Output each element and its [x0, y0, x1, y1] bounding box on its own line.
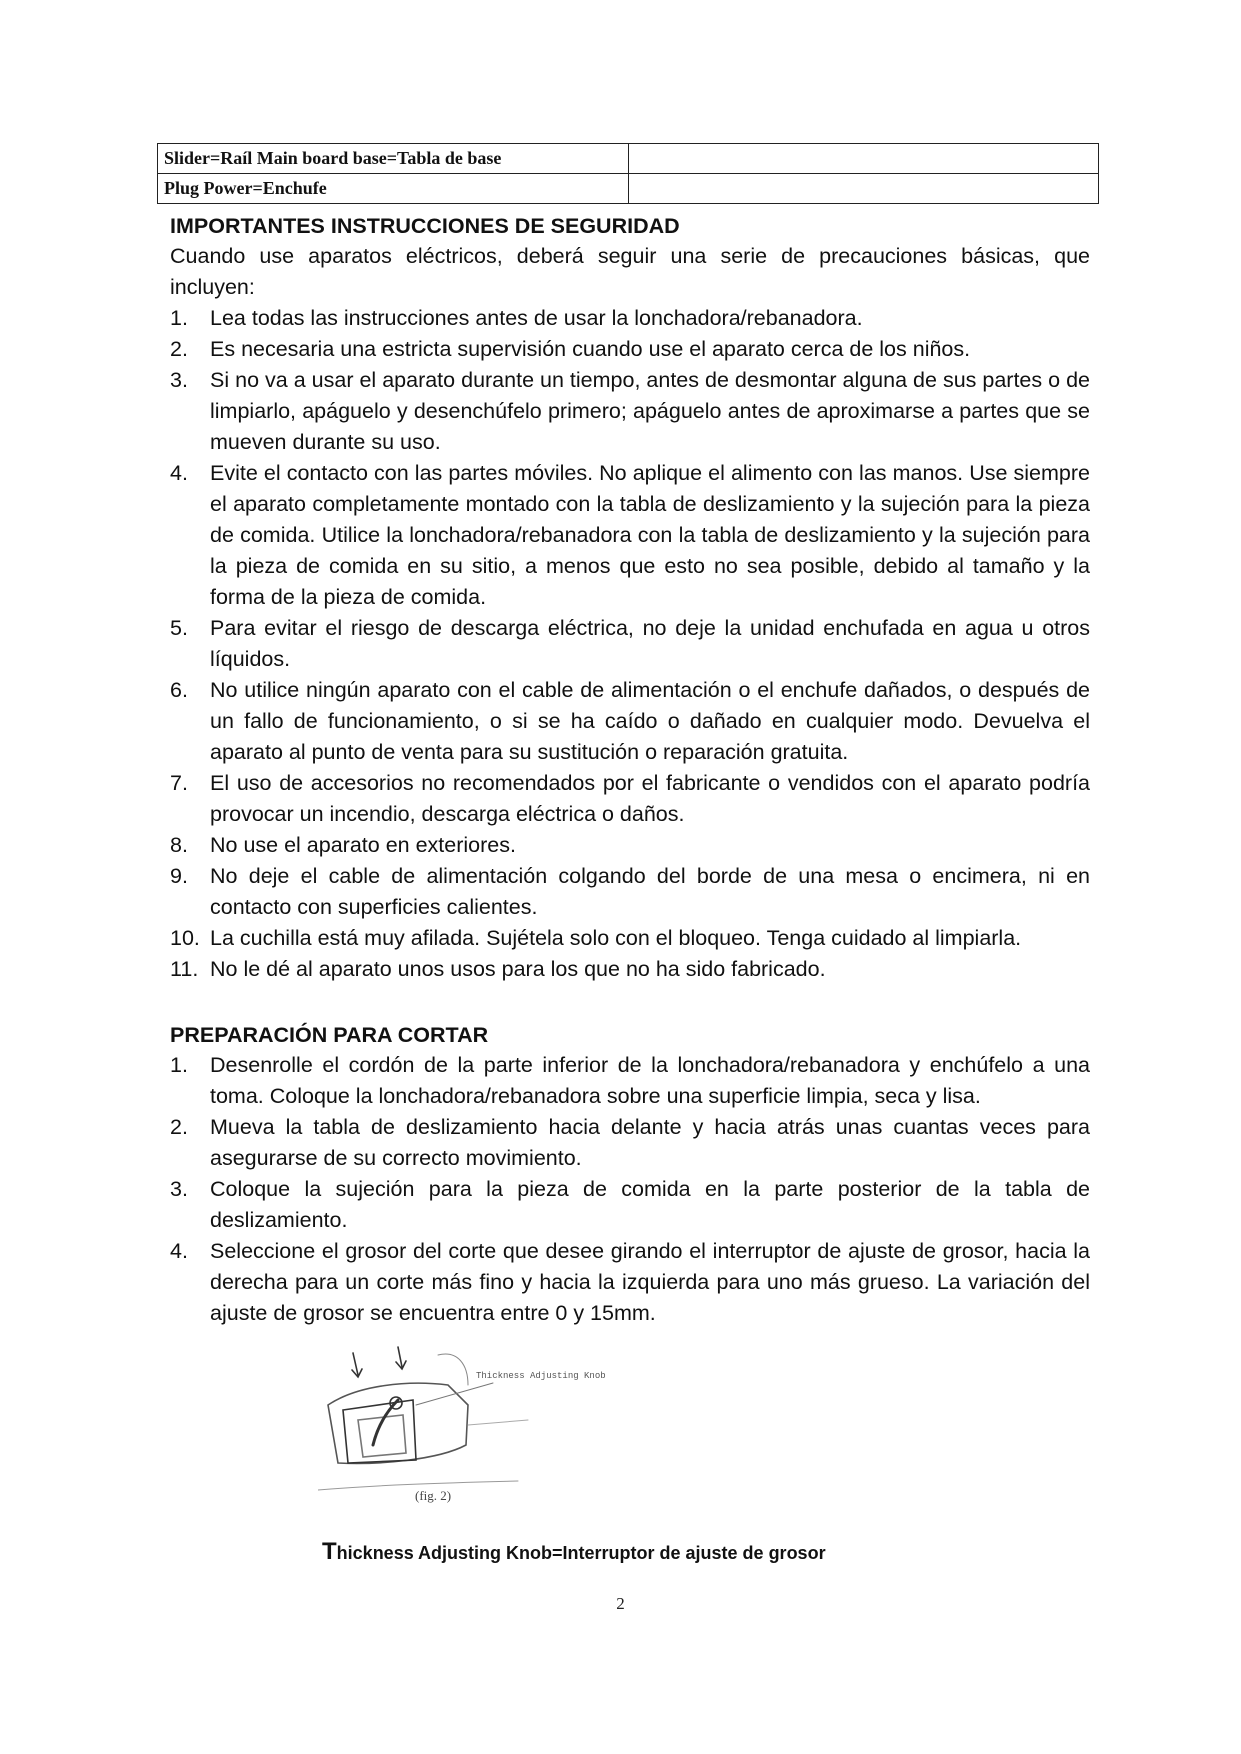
item-text: No utilice ningún aparato con el cable de alimentación o el enchufe dañados, o después de un fallo de funcionamiento, o si se ha caído o dañado en cualquier modo. Devuelva el aparato al punto de venta para su sustitución o reparación gratuita. — [210, 678, 1090, 764]
knob-caption — [322, 1538, 826, 1566]
figure-caption: (fig. 2) — [415, 1488, 452, 1503]
list-item — [170, 954, 1090, 985]
list-item — [170, 861, 1090, 923]
preparation-list — [170, 1050, 1090, 1329]
thickness-knob-illustration — [318, 1345, 598, 1505]
item-number: 8. — [170, 833, 188, 857]
list-item — [170, 1112, 1090, 1174]
preparation-section — [170, 1020, 1090, 1329]
table-cell — [628, 174, 1099, 204]
item-number: 3. — [170, 368, 188, 392]
list-item — [170, 1174, 1090, 1236]
item-text: Para evitar el riesgo de descarga eléctrica, no deje la unidad enchufada en agua u otros líquidos. — [210, 616, 1090, 671]
safety-intro: Cuando use aparatos eléctricos, deberá seguir una serie de precauciones básicas, que incluyen: — [170, 244, 1090, 299]
item-text: Desenrolle el cordón de la parte inferior de la lonchadora/rebanadora y enchúfelo a una toma. Coloque la lonchadora/rebanadora sobre una superficie limpia, seca y lisa. — [210, 1053, 1090, 1108]
list-item — [170, 613, 1090, 675]
item-text: El uso de accesorios no recomendados por el fabricante o vendidos con el aparato podría provocar un incendio, descarga eléctrica o daños. — [210, 771, 1090, 826]
table-row — [158, 174, 1099, 204]
caption-initial: T — [322, 1538, 337, 1565]
item-number: 1. — [170, 1053, 188, 1077]
item-text: Si no va a usar el aparato durante un tiempo, antes de desmontar alguna de sus partes o de limpiarlo, apáguelo y desenchúfelo primero; apáguelo antes de aproximarse a partes que se mueven durante su uso. — [210, 368, 1090, 454]
table-cell: Plug Power=Enchufe — [158, 174, 629, 204]
preparation-title: PREPARACIÓN PARA CORTAR — [170, 1023, 489, 1047]
list-item — [170, 675, 1090, 768]
list-item — [170, 303, 1090, 334]
item-number: 10. — [170, 926, 200, 950]
item-number: 4. — [170, 461, 188, 485]
page-number: 2 — [616, 1594, 625, 1613]
item-text: Es necesaria una estricta supervisión cuando use el aparato cerca de los niños. — [210, 337, 971, 361]
item-number: 11. — [170, 957, 199, 981]
item-text: Lea todas las instrucciones antes de usar la lonchadora/rebanadora. — [210, 306, 863, 330]
safety-list — [170, 303, 1090, 985]
table-cell — [628, 144, 1099, 174]
table-cell: Slider=Raíl Main board base=Tabla de base — [158, 144, 629, 174]
item-text: No deje el cable de alimentación colgando del borde de una mesa o encimera, ni en contacto con superficies calientes. — [210, 864, 1090, 919]
safety-section — [170, 211, 1090, 985]
item-number: 2. — [170, 1115, 188, 1139]
list-item — [170, 458, 1090, 613]
list-item — [170, 923, 1090, 954]
list-item — [170, 1050, 1090, 1112]
item-text: Coloque la sujeción para la pieza de comida en la parte posterior de la tabla de deslizamiento. — [210, 1177, 1090, 1232]
item-text: No le dé al aparato unos usos para los que no ha sido fabricado. — [210, 957, 826, 981]
list-item — [170, 365, 1090, 458]
list-item — [170, 768, 1090, 830]
item-text: Seleccione el grosor del corte que desee girando el interruptor de ajuste de grosor, hacia la derecha para un corte más fino y hacia la izquierda para uno más grueso. La variación del ajuste de grosor se encuentra entre 0 y 15mm. — [210, 1239, 1090, 1325]
item-number: 7. — [170, 771, 188, 795]
item-number: 3. — [170, 1177, 188, 1201]
item-number: 2. — [170, 337, 188, 361]
item-number: 1. — [170, 306, 188, 330]
caption-text: hickness Adjusting Knob=Interruptor de ajuste de grosor — [336, 1543, 826, 1563]
figure-label: Thickness Adjusting Knob — [476, 1371, 606, 1381]
item-number: 9. — [170, 864, 188, 888]
item-text: No use el aparato en exteriores. — [210, 833, 516, 857]
item-text: Evite el contacto con las partes móviles. No aplique el alimento con las manos. Use siempre el aparato completamente montado con la tabla de deslizamiento y la sujeción para la pieza de comida. Utilice la lonchadora/rebanadora con la tabla de deslizamiento y la sujeción para la pieza de comida en su sitio, a menos que esto no sea posible, debido al tamaño y la forma de la pieza de comida. — [210, 461, 1090, 609]
terms-table — [157, 143, 1099, 204]
safety-title: IMPORTANTES INSTRUCCIONES DE SEGURIDAD — [170, 214, 680, 238]
list-item — [170, 334, 1090, 365]
item-text: Mueva la tabla de deslizamiento hacia delante y hacia atrás unas cuantas veces para asegurarse de su correcto movimiento. — [210, 1115, 1090, 1170]
table-row — [158, 144, 1099, 174]
item-number: 6. — [170, 678, 188, 702]
list-item — [170, 1236, 1090, 1329]
item-number: 4. — [170, 1239, 188, 1263]
item-number: 5. — [170, 616, 188, 640]
item-text: La cuchilla está muy afilada. Sujétela solo con el bloqueo. Tenga cuidado al limpiarla. — [210, 926, 1022, 950]
list-item — [170, 830, 1090, 861]
